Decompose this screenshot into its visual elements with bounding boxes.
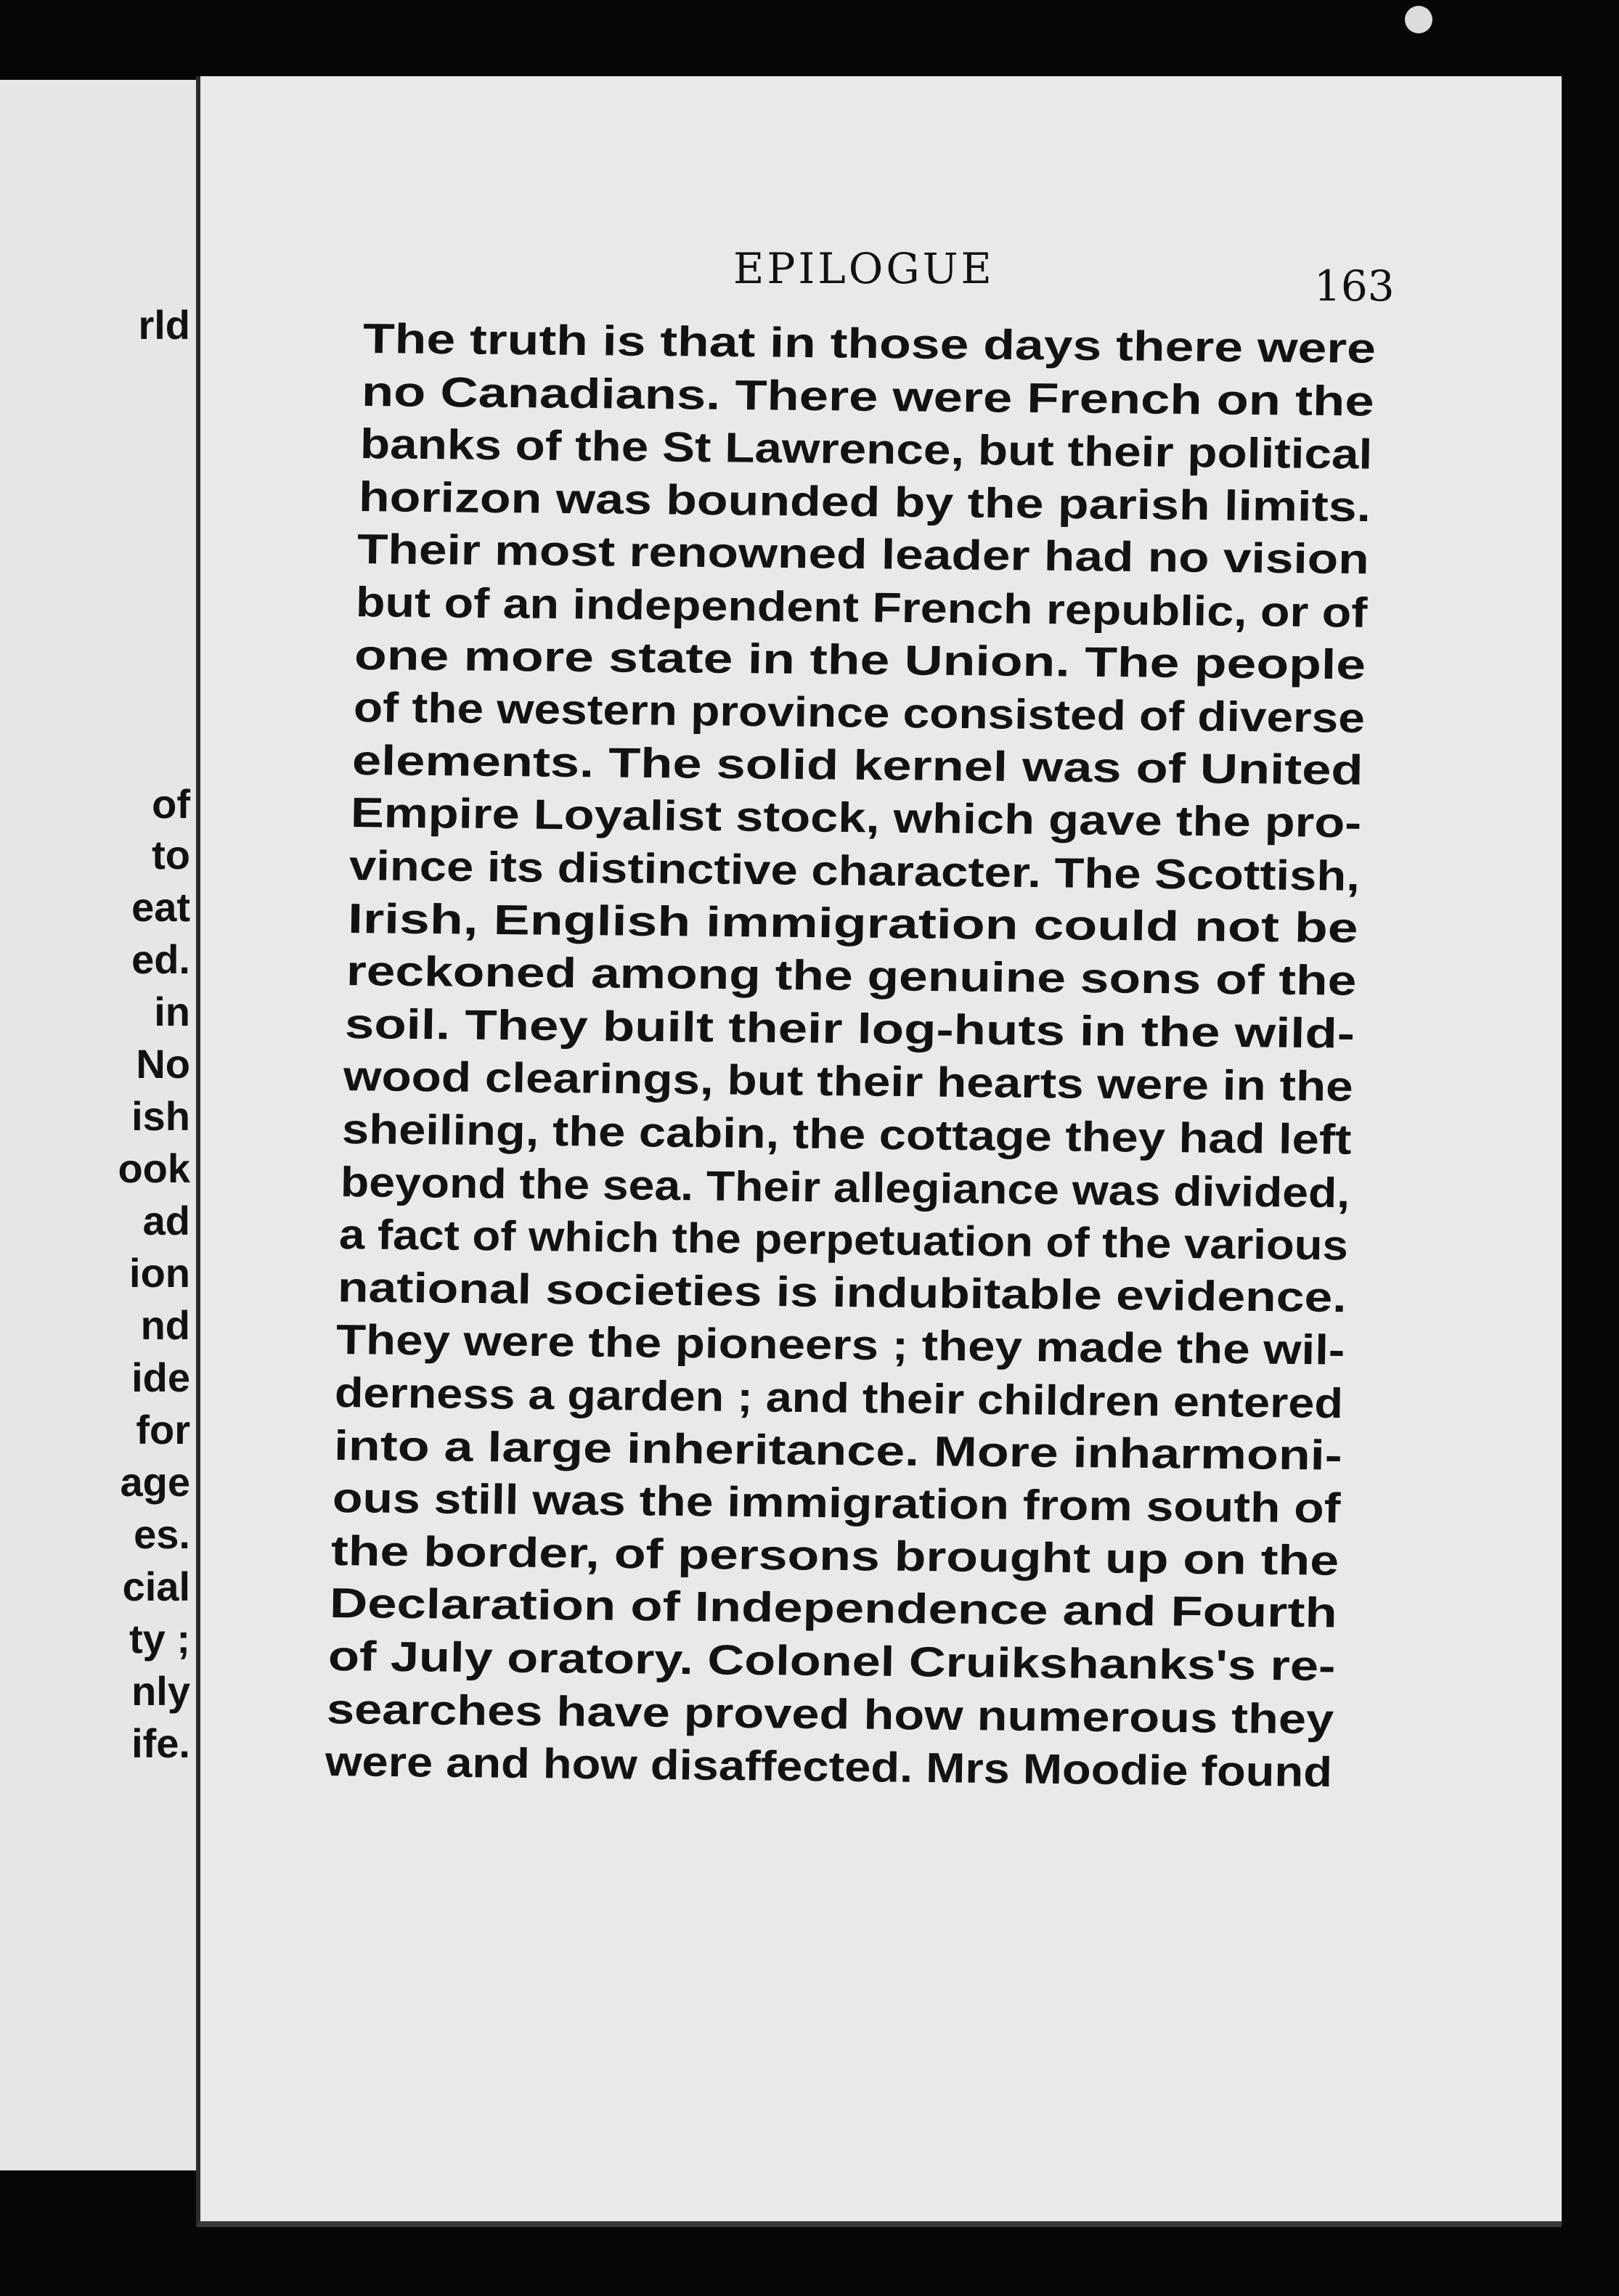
left-page-line-end: in bbox=[154, 989, 190, 1034]
text-line: sheiling, the cabin, the cottage they had left bbox=[341, 1106, 1353, 1164]
text-line: derness a garden ; and their children entered bbox=[335, 1369, 1344, 1428]
text-line: beyond the sea. Their allegiance was divided, bbox=[340, 1158, 1350, 1217]
left-page-line-end: rld bbox=[138, 302, 190, 348]
text-line: of the western province consisted of diverse bbox=[353, 684, 1365, 743]
left-page-line-end: of bbox=[152, 781, 190, 827]
left-page-line-end: ty ; bbox=[129, 1616, 190, 1662]
left-page-line-end: ad bbox=[142, 1198, 190, 1243]
text-line: a fact of which the perpetuation of the various bbox=[338, 1211, 1349, 1270]
text-line: Irish, English immigration could not be bbox=[347, 894, 1358, 952]
text-line: but of an independent French republic, or of bbox=[355, 579, 1369, 637]
text-line: Their most renowned leader had no vision bbox=[356, 526, 1370, 584]
left-page-line-end: for bbox=[136, 1407, 190, 1453]
text-line: national societies is indubitable evidence. bbox=[337, 1263, 1347, 1321]
text-line: wood clearings, but their hearts were in the bbox=[343, 1053, 1354, 1111]
running-head: EPILOGUE bbox=[733, 244, 995, 293]
text-line: Empire Loyalist stock, which gave the pro- bbox=[350, 789, 1362, 847]
left-page-line-end: nly bbox=[131, 1668, 190, 1714]
text-line: ous still was the immigration from south of bbox=[332, 1474, 1341, 1532]
text-line: Declaration of Independence and Fourth bbox=[329, 1580, 1338, 1637]
text-line: reckoned among the genuine sons of the bbox=[346, 947, 1357, 1005]
page-number: 163 bbox=[1314, 261, 1395, 311]
left-page-line-end: cial bbox=[122, 1564, 190, 1609]
text-line: searches have proved how numerous they bbox=[326, 1685, 1334, 1743]
left-page-line-end: nd bbox=[140, 1302, 190, 1348]
left-page-line-end: age bbox=[120, 1459, 190, 1505]
text-line: vince its distinctive character. The Scottish, bbox=[348, 842, 1361, 900]
left-page-line-end: to bbox=[152, 832, 190, 878]
text-line: horizon was bounded by the parish limits. bbox=[358, 473, 1371, 531]
text-line: They were the pioneers ; they made the wil- bbox=[335, 1316, 1346, 1375]
text-line: soil. They built their log-huts in the wild- bbox=[344, 1000, 1355, 1058]
left-page-line-end: ed. bbox=[131, 936, 190, 982]
left-page-line-end: eat bbox=[131, 884, 190, 930]
left-page-line-end: No bbox=[136, 1041, 190, 1087]
left-page-line-end: ion bbox=[129, 1250, 190, 1296]
text-line: were and how disaffected. Mrs Moodie found bbox=[325, 1738, 1333, 1797]
left-page-line-end: es. bbox=[134, 1511, 190, 1557]
text-line: of July oratory. Colonel Cruikshanks's re- bbox=[327, 1633, 1336, 1690]
text-line: no Canadians. There were French on the bbox=[361, 367, 1375, 425]
left-page-line-end: ide bbox=[131, 1355, 190, 1400]
text-line: elements. The solid kernel was of United bbox=[351, 736, 1363, 794]
text-line: the border, of persons brought up on the bbox=[330, 1527, 1339, 1585]
text-line: banks of the St Lawrence, but their political bbox=[359, 420, 1373, 478]
left-page-line-end: ook bbox=[118, 1145, 190, 1191]
left-page-line-end: ish bbox=[131, 1093, 190, 1139]
text-line: into a large inheritance. More inharmoni- bbox=[333, 1421, 1342, 1479]
text-line: The truth is that in those days there were bbox=[362, 315, 1377, 372]
left-page-line-end: ife. bbox=[131, 1720, 190, 1766]
text-line: one more state in the Union. The people bbox=[354, 631, 1367, 689]
